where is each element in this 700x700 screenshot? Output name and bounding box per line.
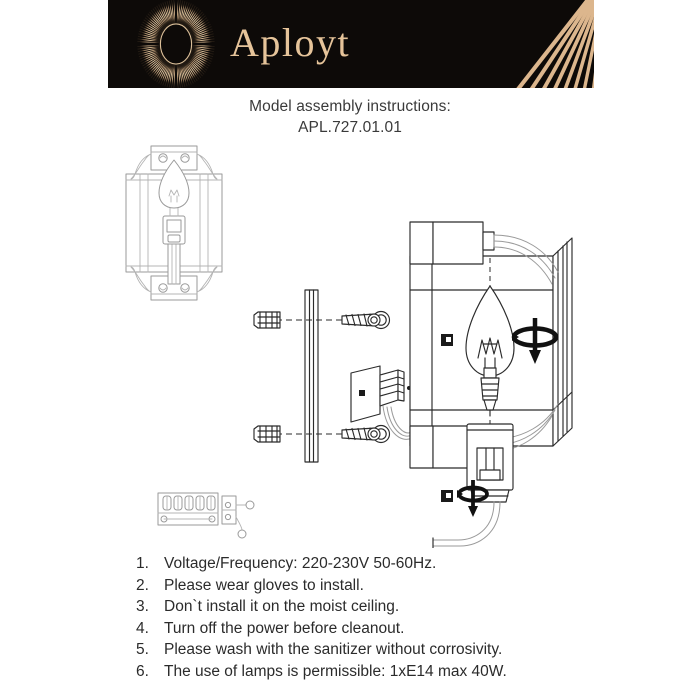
- screw-top: [342, 312, 390, 329]
- list-item: [136, 575, 656, 597]
- list-item: [136, 553, 656, 575]
- assembly-diagram-svg: [0, 138, 700, 548]
- list-item-number: 5.: [136, 641, 149, 658]
- wall-dowel-top: [254, 312, 280, 328]
- list-item-number: 1.: [136, 555, 149, 572]
- list-item-number: 2.: [136, 576, 149, 594]
- banner-decoration: [108, 0, 594, 88]
- title-line-primary: Model assembly instructions:: [249, 98, 451, 115]
- wall-sconce-exploded-perspective-view: [410, 222, 572, 548]
- brand-wordmark: Aployt: [230, 20, 351, 65]
- list-item: [136, 618, 656, 640]
- wall-sconce-front-view: [126, 146, 222, 300]
- list-item-text: Don`t install it on the moist ceiling.: [164, 598, 400, 615]
- screw-bottom: [342, 426, 390, 443]
- list-item-number: 3.: [136, 598, 149, 615]
- page-title: [0, 96, 700, 138]
- list-item: [136, 661, 656, 683]
- list-item-text: Please wash with the sanitizer without corrosivity.: [164, 641, 503, 658]
- wall-dowel-bottom: [254, 426, 280, 442]
- terminal-block-connector: [158, 493, 254, 538]
- list-item: [136, 596, 656, 618]
- list-item-text: The use of lamps is permissible: 1xE14 max 40W.: [164, 662, 507, 680]
- list-item-text: Please wear gloves to install.: [164, 576, 364, 594]
- list-item-number: 6.: [136, 662, 149, 680]
- anchor-screw-row-top: [254, 312, 390, 329]
- anchor-screw-row-bottom: [254, 426, 390, 443]
- sunburst-core-ellipse: [162, 25, 191, 63]
- list-item-text: Voltage/Frequency: 220-230V 50-60Hz.: [164, 555, 437, 572]
- title-line-model-code: APL.727.01.01: [298, 119, 402, 136]
- instruction-list: [136, 553, 656, 682]
- list-item-number: 4.: [136, 619, 149, 637]
- list-item: [136, 639, 656, 661]
- brand-banner: [108, 0, 594, 88]
- assembly-diagram: [0, 138, 700, 548]
- list-item-text: Turn off the power before cleanout.: [164, 619, 405, 637]
